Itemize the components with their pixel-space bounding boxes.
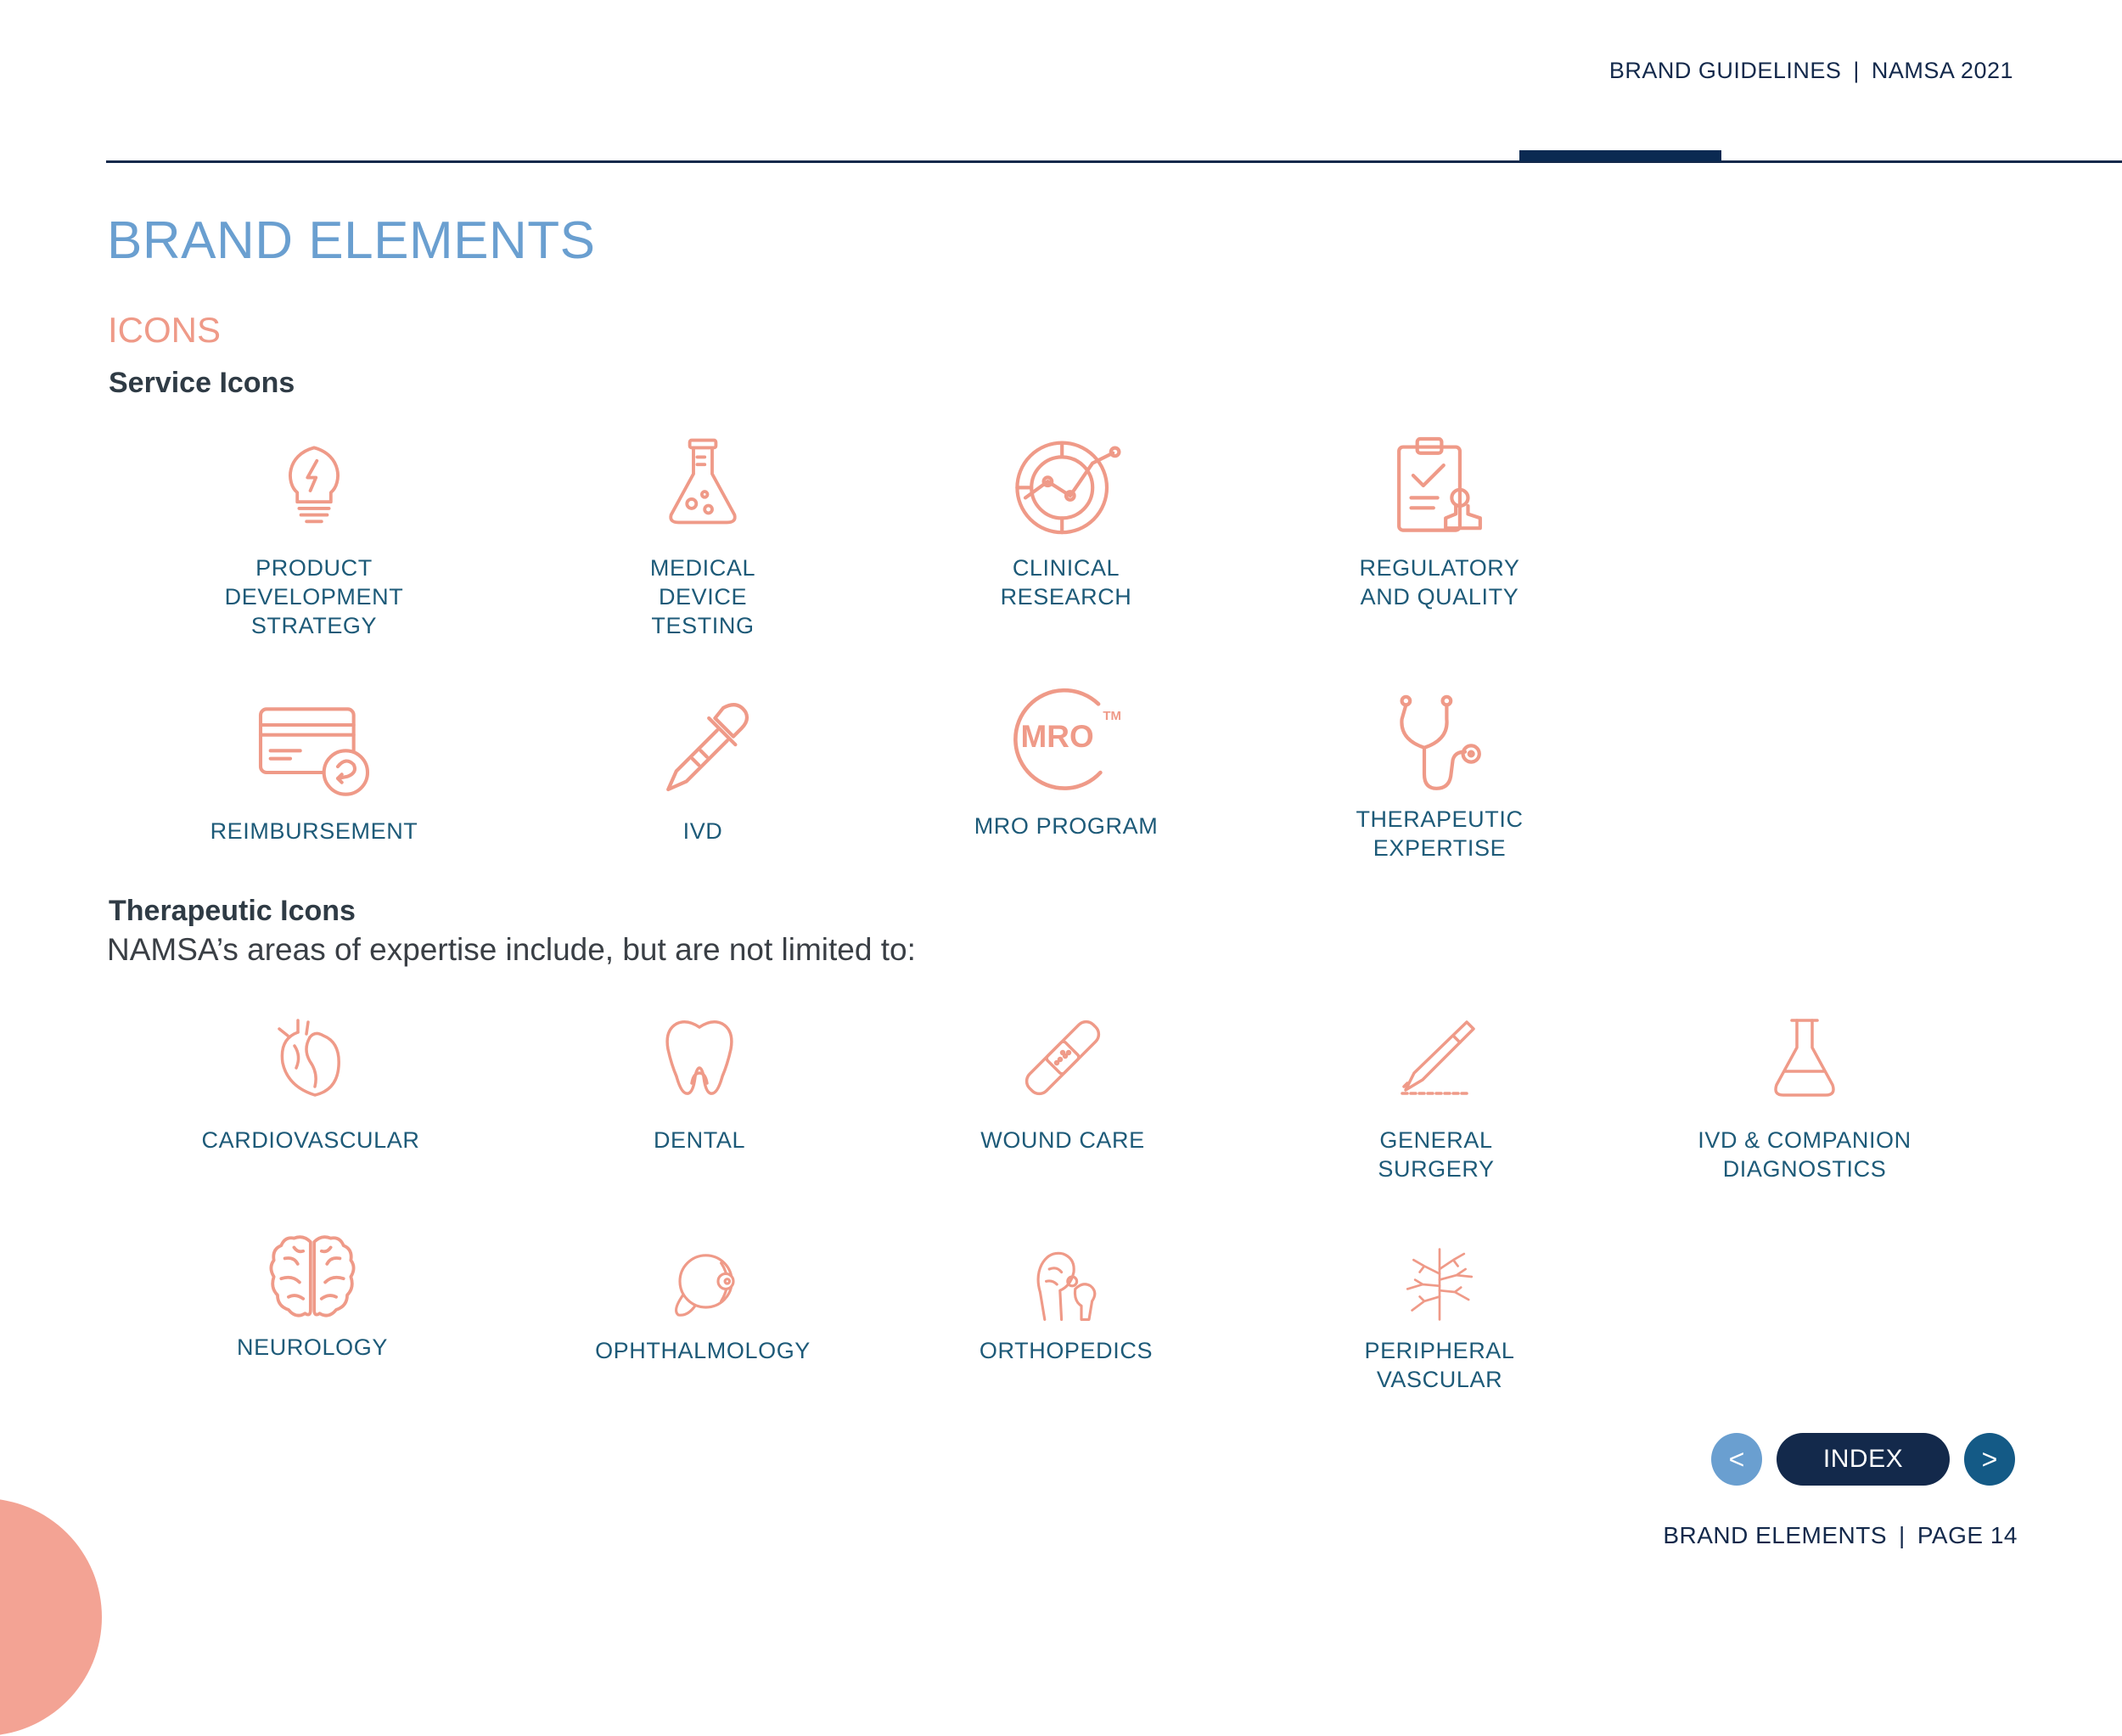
therapeutic-icon-peripheral-vascular	[1278, 1244, 1601, 1394]
icon-label: OPHTHALMOLOGY	[595, 1338, 811, 1363]
page-title: BRAND ELEMENTS	[107, 211, 596, 270]
header-rule	[106, 160, 2122, 163]
header-separator: |	[1853, 58, 1860, 83]
lightbulb-icon	[267, 435, 361, 528]
service-icon-product-development	[153, 435, 475, 640]
mro-icon	[1002, 686, 1130, 795]
index-label: INDEX	[1822, 1445, 1904, 1473]
pipette-icon	[652, 698, 754, 800]
running-header	[1609, 58, 2013, 84]
therapeutic-icon-neurology	[151, 1231, 474, 1362]
section-marker	[1519, 150, 1721, 161]
icon-label: PRODUCT DEVELOPMENT STRATEGY	[224, 555, 404, 638]
therapeutic-icon-general-surgery	[1275, 1015, 1597, 1183]
credit-card-icon	[255, 698, 373, 800]
icon-label: PERIPHERAL VASCULAR	[1364, 1338, 1515, 1392]
footer-page-label: PAGE	[1917, 1522, 1984, 1548]
icon-label: CARDIOVASCULAR	[201, 1127, 420, 1153]
icon-label: NEUROLOGY	[237, 1334, 388, 1360]
icon-label: WOUND CARE	[980, 1127, 1145, 1153]
previous-page-label: <	[1728, 1444, 1745, 1475]
icon-label: REIMBURSEMENT	[210, 818, 418, 844]
corner-decoration	[0, 1498, 102, 1736]
icon-label: IVD	[682, 818, 723, 844]
therapeutic-icon-ivd-companion	[1643, 1015, 1966, 1183]
eye-icon	[665, 1246, 741, 1323]
icon-label: DENTAL	[653, 1127, 746, 1153]
doc-title: BRAND GUIDELINES	[1608, 58, 1842, 83]
stethoscope-icon	[1393, 693, 1486, 795]
service-icons-heading: Service Icons	[109, 367, 295, 399]
erlenmeyer-flask-icon	[1766, 1015, 1843, 1100]
therapeutic-icon-dental	[538, 1015, 861, 1155]
vessels-icon	[1401, 1244, 1478, 1324]
index-button[interactable]	[1777, 1433, 1950, 1486]
service-icon-mro-program	[905, 686, 1227, 840]
scalpel-icon	[1394, 1015, 1479, 1100]
therapeutic-icon-cardiovascular	[149, 1015, 472, 1155]
service-icon-clinical-research	[905, 435, 1227, 611]
next-page-label: >	[1981, 1444, 1998, 1475]
icon-label: ORTHOPEDICS	[979, 1338, 1154, 1363]
icon-label: REGULATORY AND QUALITY	[1359, 555, 1520, 610]
next-page-button[interactable]	[1964, 1433, 2015, 1486]
tooth-icon	[661, 1015, 738, 1100]
target-chart-icon	[1007, 435, 1126, 537]
brain-icon	[266, 1231, 359, 1323]
icon-label: THERAPEUTIC EXPERTISE	[1356, 806, 1524, 861]
icon-label: GENERAL SURGERY	[1378, 1127, 1495, 1182]
service-icon-therapeutic-expertise	[1278, 693, 1601, 862]
svg-text:TM: TM	[1103, 708, 1122, 723]
service-icon-ivd	[542, 698, 864, 846]
therapeutic-icon-wound-care	[901, 1015, 1224, 1155]
bone-joint-icon	[1028, 1244, 1104, 1324]
icon-label: MEDICAL DEVICE TESTING	[649, 555, 756, 638]
footer-separator: |	[1899, 1522, 1906, 1548]
page-footer	[1663, 1522, 2018, 1549]
section-subtitle: ICONS	[108, 310, 222, 350]
bandage-icon	[1025, 1015, 1101, 1100]
service-icon-regulatory-quality	[1278, 435, 1601, 611]
footer-section: BRAND ELEMENTS	[1663, 1522, 1888, 1548]
service-icon-medical-device-testing	[542, 435, 864, 640]
therapeutic-description: NAMSA’s areas of expertise include, but are not limited to:	[107, 932, 916, 967]
therapeutic-icons-heading: Therapeutic Icons	[109, 895, 356, 927]
page-number: 14	[1990, 1522, 2018, 1548]
flask-icon	[656, 435, 749, 528]
doc-org-year: NAMSA 2021	[1871, 58, 2013, 83]
icon-label: IVD & COMPANION DIAGNOSTICS	[1698, 1127, 1911, 1182]
clipboard-stamp-icon	[1393, 435, 1486, 537]
service-icon-reimbursement	[153, 698, 475, 846]
heart-icon	[272, 1015, 349, 1100]
icon-label: CLINICAL RESEARCH	[1000, 555, 1132, 610]
previous-page-button[interactable]	[1711, 1433, 1762, 1486]
icon-label: MRO PROGRAM	[974, 813, 1159, 839]
svg-text:MRO: MRO	[1020, 719, 1094, 755]
therapeutic-icon-orthopedics	[905, 1244, 1227, 1365]
therapeutic-icon-ophthalmology	[542, 1246, 864, 1365]
